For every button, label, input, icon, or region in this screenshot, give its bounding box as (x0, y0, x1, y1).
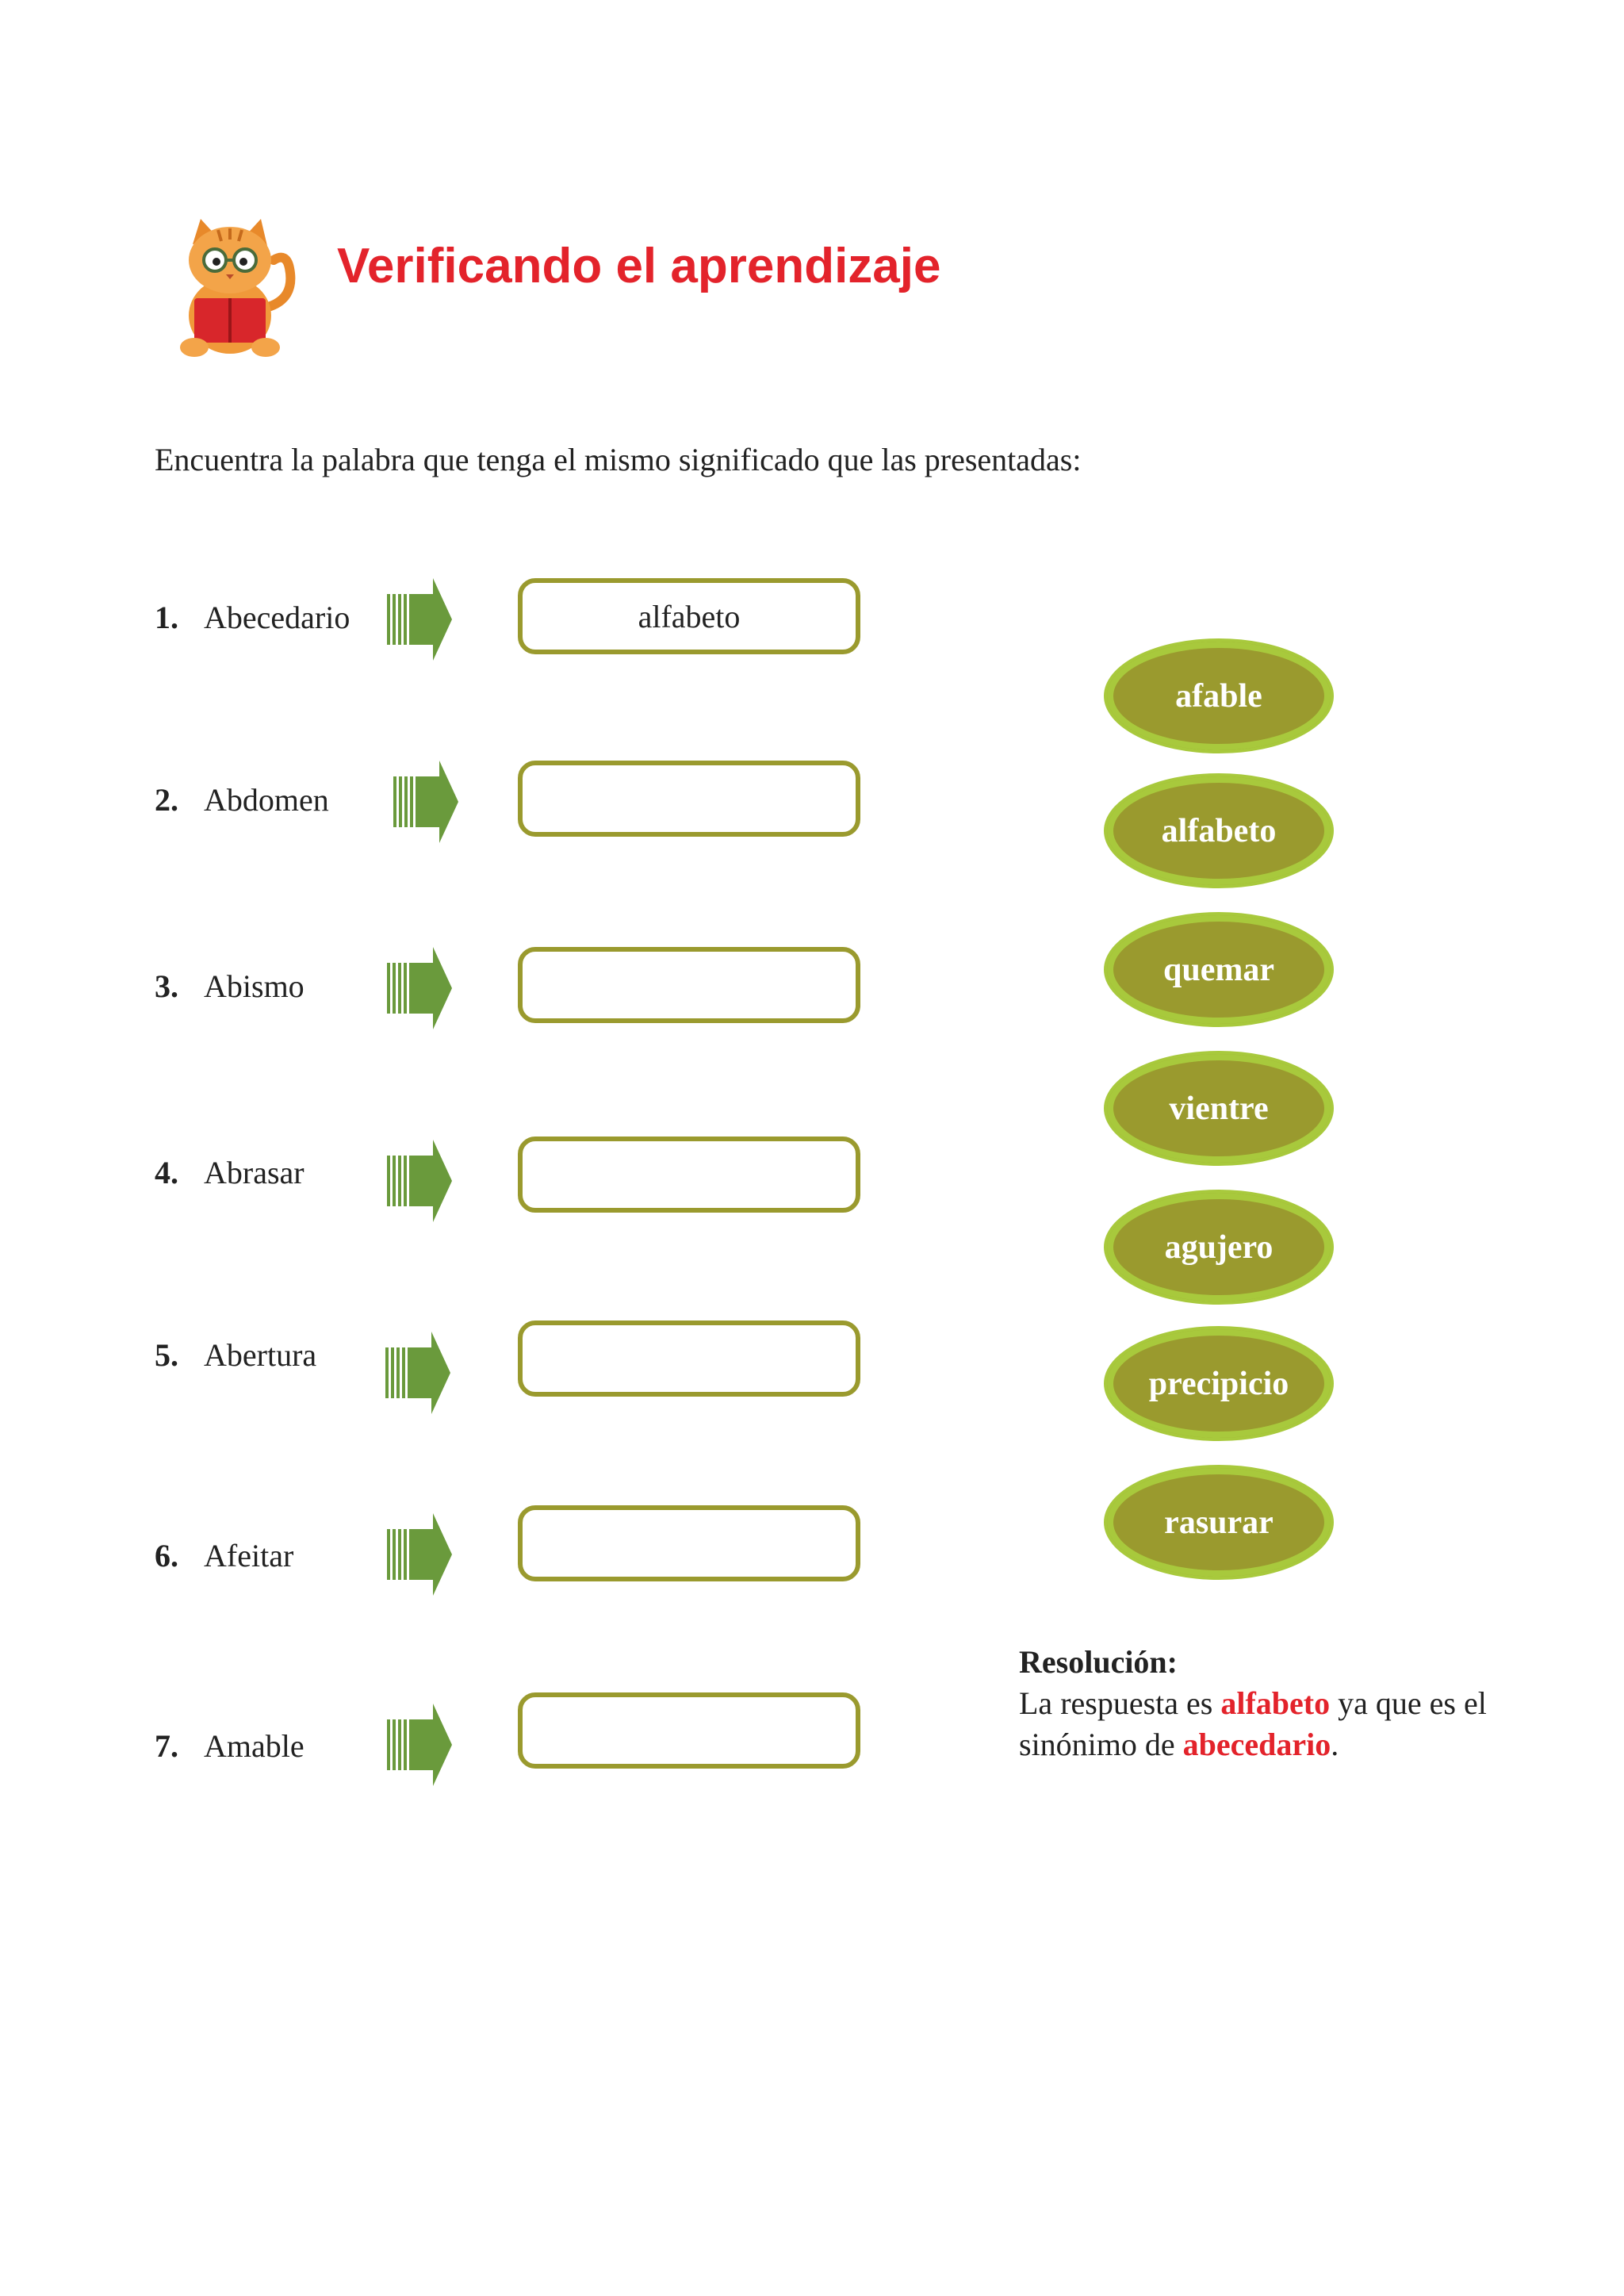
item-word: Abismo (204, 968, 304, 1004)
cat-reading-book-icon (163, 213, 297, 363)
resolution-heading: Resolución: (1019, 1644, 1178, 1680)
item-word: Amable (204, 1728, 304, 1764)
striped-arrow-right-icon (387, 578, 452, 661)
answer-box[interactable] (518, 761, 860, 837)
exercise-row (0, 599, 952, 686)
item-number: 3. (155, 968, 178, 1004)
striped-arrow-right-icon (385, 1332, 450, 1414)
answer-box[interactable] (518, 1137, 860, 1213)
exercise-row (0, 1336, 952, 1424)
exercise-row (0, 781, 952, 868)
resolution-highlight-answer: alfabeto (1220, 1685, 1331, 1721)
resolution-block (1019, 1642, 1526, 1765)
item-word: Abrasar (204, 1155, 304, 1190)
resolution-text-2: ya que es el sinónimo de (1019, 1685, 1487, 1762)
exercise-row (0, 1537, 952, 1624)
instruction-text: Encuentra la palabra que tenga el mismo significado que las presentadas: (155, 442, 1082, 477)
resolution-text (1019, 1683, 1526, 1765)
answer-box[interactable] (518, 1505, 860, 1581)
item-word: Afeitar (204, 1538, 294, 1573)
resolution-highlight-word: abecedario (1182, 1727, 1331, 1762)
item-number: 5. (155, 1337, 178, 1373)
striped-arrow-right-icon (387, 1140, 452, 1222)
striped-arrow-right-icon (387, 1513, 452, 1596)
answer-box[interactable]: alfabeto (518, 578, 860, 654)
exercise-row (0, 1727, 952, 1815)
option-pill[interactable]: afable (1104, 638, 1334, 753)
answer-box[interactable] (518, 947, 860, 1023)
item-number: 2. (155, 782, 178, 818)
option-pill[interactable]: alfabeto (1104, 773, 1334, 888)
page-title: Verificando el aprendizaje (337, 239, 941, 293)
item-number: 1. (155, 600, 178, 635)
item-word: Abecedario (204, 600, 350, 635)
item-number: 4. (155, 1155, 178, 1190)
option-pill[interactable]: precipicio (1104, 1326, 1334, 1441)
exercise-row (0, 968, 952, 1055)
item-number: 6. (155, 1538, 178, 1573)
resolution-text-1: La respuesta es (1019, 1685, 1221, 1721)
striped-arrow-right-icon (387, 1704, 452, 1786)
item-number: 7. (155, 1728, 178, 1764)
item-word: Abdomen (204, 782, 329, 818)
striped-arrow-right-icon (387, 947, 452, 1029)
answer-box[interactable] (518, 1692, 860, 1769)
option-pill[interactable]: agujero (1104, 1190, 1334, 1305)
resolution-text-3: . (1331, 1727, 1339, 1762)
item-word: Abertura (204, 1337, 317, 1373)
answer-box[interactable] (518, 1320, 860, 1397)
exercise-row (0, 1154, 952, 1241)
striped-arrow-right-icon (393, 761, 458, 843)
option-pill[interactable]: vientre (1104, 1051, 1334, 1166)
option-pill[interactable]: quemar (1104, 912, 1334, 1027)
option-pill[interactable]: rasurar (1104, 1465, 1334, 1580)
